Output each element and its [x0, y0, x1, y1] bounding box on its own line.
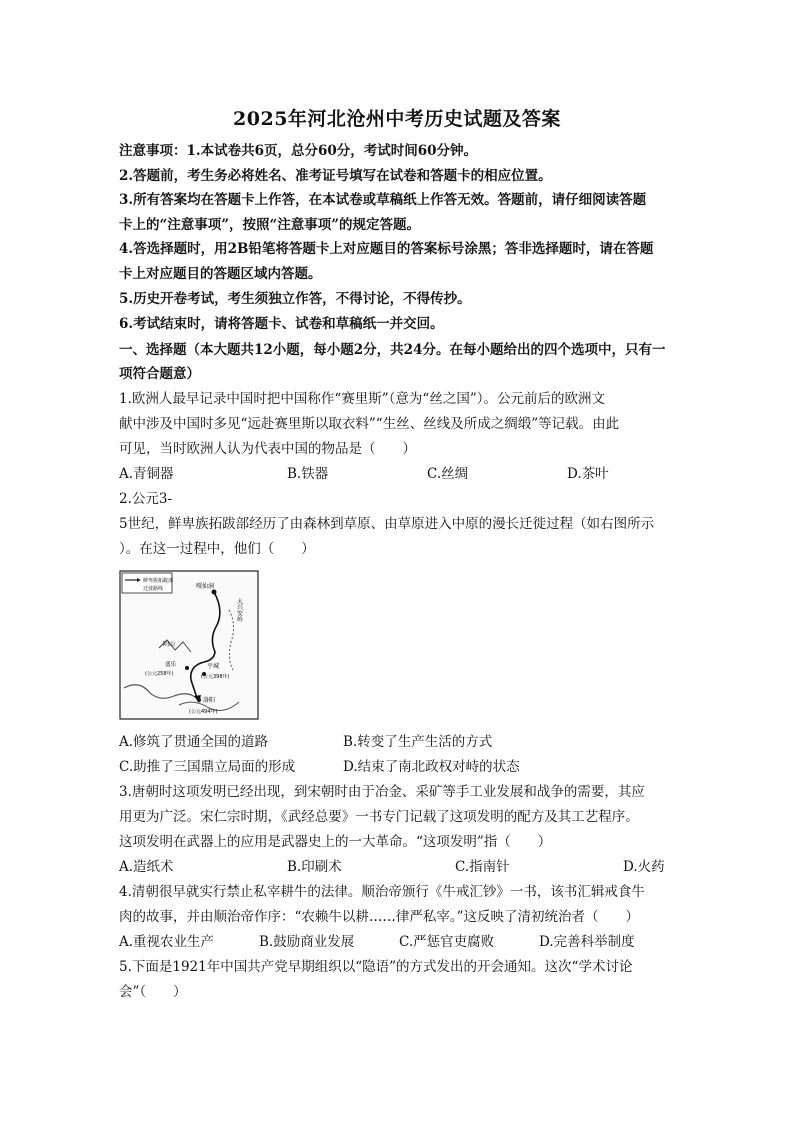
- question-3-line-2: 用更为广泛。宋仁宗时期，《武经总要》一书专门记载了这项发明的配方及其工艺程序。: [119, 809, 639, 825]
- question-1-line-1: 1.欧洲人最早记录中国时把中国称作“赛里斯”（意为“丝之国”）。公元前后的欧洲文: [119, 391, 605, 407]
- question-5-line-2: 会”（ ）: [119, 984, 187, 1000]
- question-5-line-1: 5.下面是1921年中国共产党早期组织以“隐语”的方式发出的开会通知。这次“学术讨论: [119, 959, 633, 975]
- notice-line-4: 卡上的“注意事项”，按照“注意事项”的规定答题。: [119, 217, 421, 233]
- legend-label-1: 鲜卑族拓跋部: [143, 578, 174, 584]
- question-2-line-2: 5世纪，鲜卑族拓跋部经历了由森林到草原、由草原进入中原的漫长迁徙过程（如右图所示: [119, 516, 655, 532]
- q4-option-c[interactable]: C.严惩官吏腐败: [399, 934, 495, 950]
- q3-option-d[interactable]: D.火药: [623, 859, 665, 875]
- q4-option-a[interactable]: A.重视农业生产: [119, 934, 215, 950]
- q3-option-c[interactable]: C.指南针: [455, 859, 510, 875]
- q2-option-a[interactable]: A.修筑了贯通全国的道路: [119, 734, 269, 750]
- legend-label-2: 迁徙路线: [143, 586, 164, 592]
- notice-line-1: 注意事项：1.本试卷共6页，总分60分，考试时间60分钟。: [119, 143, 478, 159]
- q2-option-b[interactable]: B.转变了生产生活的方式: [343, 734, 493, 750]
- question-2-line-3: ）。在这一过程中，他们（ ）: [119, 541, 315, 557]
- notice-line-2: 2.答题前，考生务必将姓名、准考证号填写在试卷和答题卡的相应位置。: [119, 168, 552, 184]
- question-3-line-1: 3.唐朝时这项发明已经出现，到宋朝时由于冶金、采矿等手工业发展和战争的需要，其应: [119, 784, 645, 800]
- map-label-shengle: 盛乐: [165, 662, 177, 668]
- map-label-shengle-year: (公元258年): [145, 671, 174, 677]
- q3-option-b[interactable]: B.印刷术: [287, 859, 342, 875]
- q2-option-c[interactable]: C.助推了三国鼎立局面的形成: [119, 759, 296, 775]
- map-label-pingcheng: 平城: [207, 663, 220, 670]
- q1-option-a[interactable]: A.青铜器: [119, 466, 174, 482]
- q1-option-d[interactable]: D.茶叶: [567, 466, 609, 482]
- page-title: 2025年河北沧州中考历史试题及答案: [233, 108, 561, 130]
- q4-option-d[interactable]: D.完善科举制度: [539, 934, 635, 950]
- notice-line-7: 5.历史开卷考试，考生须独立作答，不得讨论，不得传抄。: [119, 291, 471, 307]
- section-heading: 一、选择题（本大题共12小题，每小题2分，共24分。在每小题给出的四个选项中，只有一: [119, 342, 666, 358]
- map-label-luoyang-year: (公元494年): [189, 709, 218, 715]
- map-label-pingcheng-year: (公元398年): [201, 674, 230, 680]
- q1-option-b[interactable]: B.铁器: [287, 466, 329, 482]
- question-4-line-1: 4.清朝很早就实行禁止私宰耕牛的法律。顺治帝颁行《牛戒汇钞》一书，该书汇辑戒食牛: [119, 884, 645, 900]
- notice-line-3: 3.所有答案均在答题卡上作答，在本试卷或草稿纸上作答无效。答题前，请仔细阅读答题: [119, 192, 647, 208]
- map-label-gaxiandong: 嘎仙洞: [196, 583, 215, 590]
- q3-option-a[interactable]: A.造纸术: [119, 859, 174, 875]
- map-label-luoyang: 洛阳: [203, 697, 216, 704]
- question-2-line-1: 2.公元3-: [119, 491, 173, 507]
- q2-option-d[interactable]: D.结束了南北政权对峙的状态: [343, 759, 520, 775]
- q4-option-b[interactable]: B.鼓励商业发展: [259, 934, 355, 950]
- question-4-line-2: 肉的故事，并由顺治帝作序：“农赖牛以耕……律严私宰。”这反映了清初统治者（ ）: [119, 909, 640, 925]
- section-heading-cont: 项符合题意）: [119, 366, 200, 382]
- notice-line-5: 4.答选择题时，用2B铅笔将答题卡上对应题目的答案标号涂黑；答非选择题时，请在答题: [119, 241, 654, 257]
- map-label-yinshan: 阴山: [163, 641, 176, 648]
- notice-line-8: 6.考试结束时，请将答题卡、试卷和草稿纸一并交回。: [119, 316, 444, 332]
- notice-line-6: 卡上对应题目的答题区域内答题。: [119, 266, 322, 282]
- q1-option-c[interactable]: C.丝绸: [427, 466, 469, 482]
- question-1-line-2: 献中涉及中国时多见“远赴赛里斯以取衣料”“生丝、丝线及所成之绸缎”等记载。由此: [119, 416, 620, 432]
- migration-map: [119, 570, 259, 720]
- question-3-line-3: 这项发明在武器上的应用是武器史上的一大革命。“这项发明”指（ ）: [119, 834, 552, 850]
- question-1-line-3: 可见，当时欧洲人认为代表中国的物品是（ ）: [119, 441, 416, 457]
- map-label-daxinganling: 大兴安岭: [235, 598, 243, 622]
